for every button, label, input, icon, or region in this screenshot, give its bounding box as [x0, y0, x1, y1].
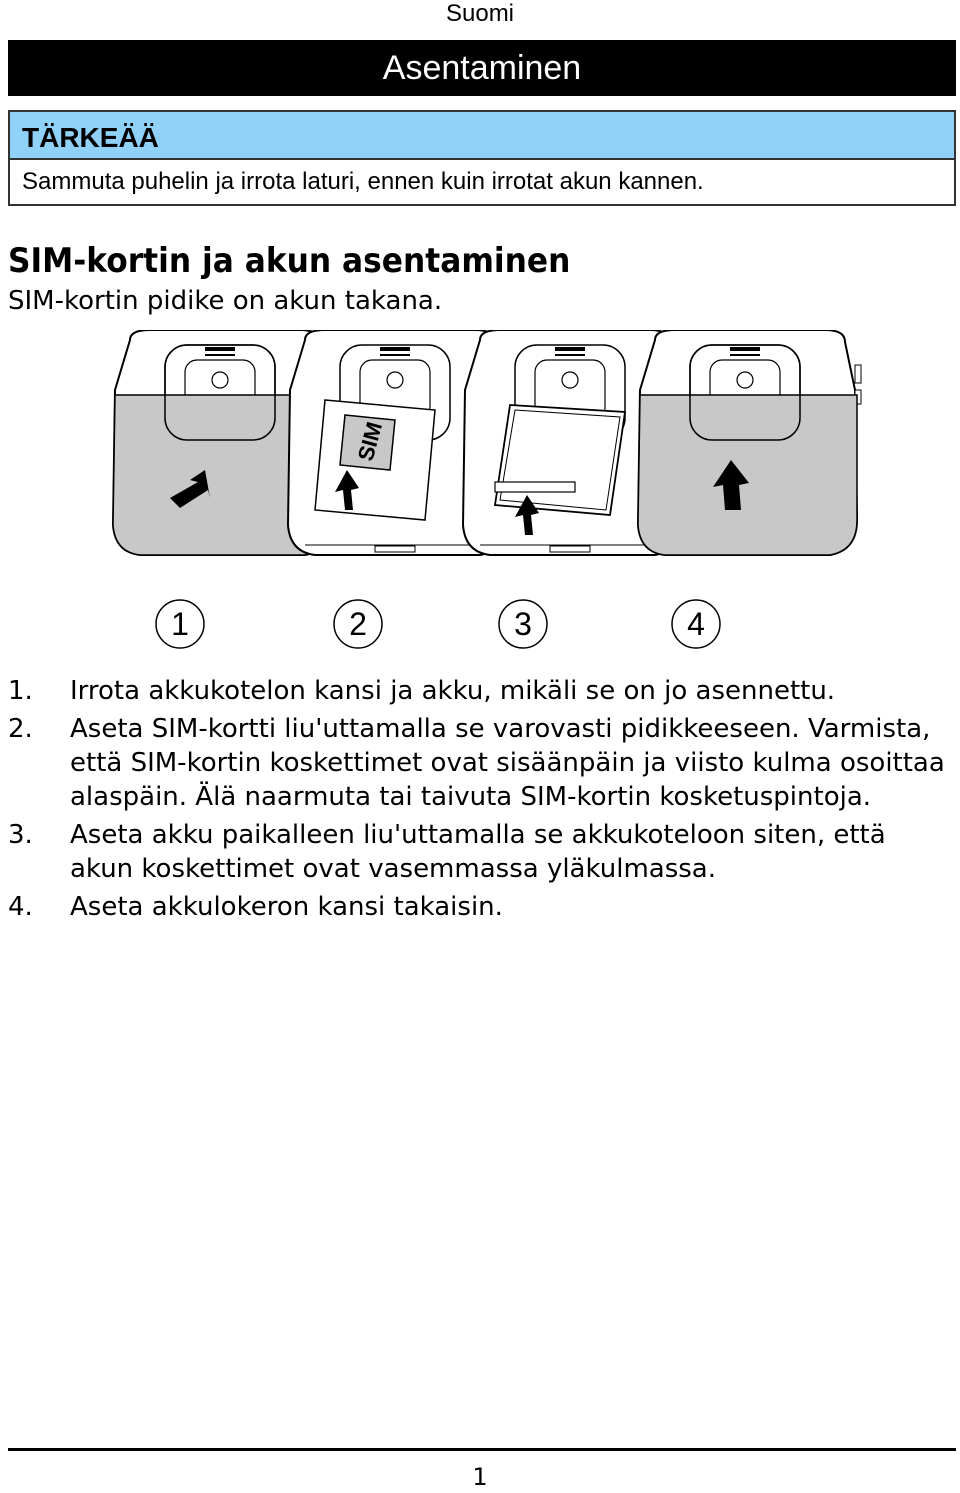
instruction-steps	[8, 674, 948, 928]
step-item	[8, 674, 948, 708]
important-label: TÄRKEÄÄ	[10, 112, 954, 160]
svg-text:4: 4	[687, 606, 705, 642]
page-number: 1	[472, 1463, 488, 1491]
important-text: Sammuta puhelin ja irrota laturi, ennen kuin irrotat akun kannen.	[22, 168, 704, 195]
step-number: 2.	[8, 714, 33, 744]
important-notice	[8, 110, 956, 206]
svg-text:2: 2	[349, 606, 367, 642]
panel-number-2	[334, 600, 382, 648]
step-item	[8, 890, 948, 924]
language-label: Suomi	[445, 0, 515, 27]
panel-number-3	[499, 600, 547, 648]
panel-4-drawing	[638, 330, 861, 555]
step-number: 4.	[8, 892, 33, 922]
panel-number-1	[156, 600, 204, 648]
svg-text:1: 1	[171, 606, 189, 642]
step-item	[8, 818, 948, 886]
page-title: Asentaminen	[8, 40, 956, 96]
section-subtitle: SIM-kortin pidike on akun takana.	[8, 286, 443, 316]
footer-divider	[8, 1448, 956, 1451]
step-text: Aseta akku paikalleen liu'uttamalla se akkukoteloon siten, että akun koskettimet ovat vasemmassa yläkulmassa.	[70, 820, 886, 884]
panel-number-4	[672, 600, 720, 648]
step-number: 3.	[8, 820, 33, 850]
step-text: Aseta akkulokeron kansi takaisin.	[70, 892, 503, 922]
svg-text:3: 3	[514, 606, 532, 642]
installation-illustration	[110, 330, 870, 660]
section-heading: SIM-kortin ja akun asentaminen	[8, 241, 571, 281]
step-text: Aseta SIM-kortti liu'uttamalla se varovasti pidikkeeseen. Varmista, että SIM-kortin koskettimet ovat sisäänpäin ja viisto kulma osoittaa alaspäin. Älä naarmuta tai taivuta SIM-kortin kosketuspintoja.	[70, 714, 945, 812]
step-text: Irrota akkukotelon kansi ja akku, mikäli se on jo asennettu.	[70, 676, 836, 706]
step-item	[8, 712, 948, 814]
sim-label: SIM	[352, 419, 388, 464]
step-number: 1.	[8, 676, 33, 706]
